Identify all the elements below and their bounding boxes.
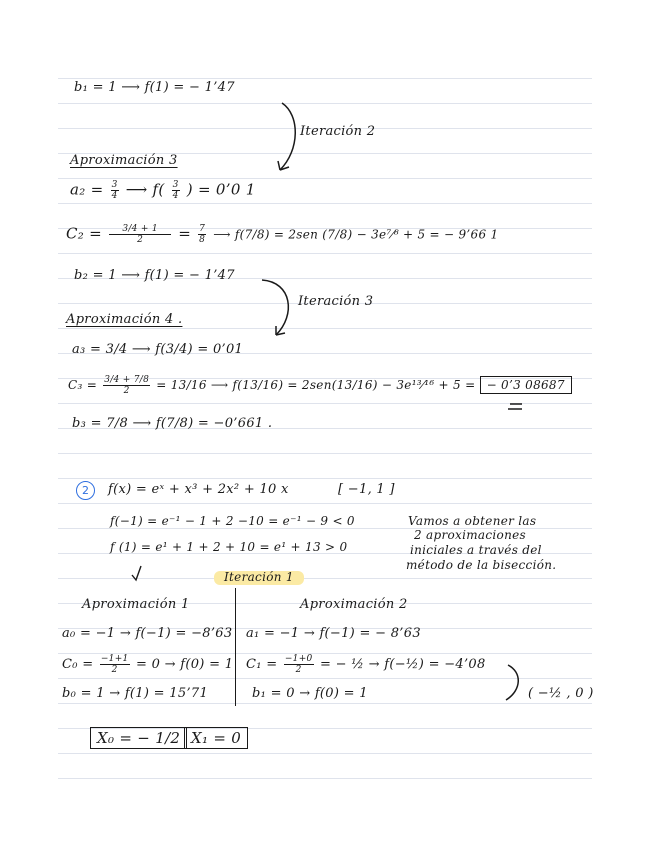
a3-line: a₃ = 3/4 ⟶ f(3/4) = 0’01 (72, 342, 244, 357)
curved-arrow-iter3 (262, 280, 288, 335)
iteration-3-label: Iteración 3 (298, 294, 374, 309)
column-divider (235, 588, 236, 706)
aproximacion-2-heading: Aproximación 2 (300, 597, 408, 612)
x0-box: X₀ = − 1/2 (90, 727, 187, 749)
c1-line: C₁ = $\frac{-1+0}{2}$ = − ½ → f(−½) = −4’08 (246, 654, 486, 675)
brace-right (506, 665, 518, 700)
note-line-3: iniciales a través del (410, 543, 542, 557)
note-line-4: método de la bisección. (406, 558, 557, 572)
a0-line: a₀ = −1 → f(−1) = −8’63 (62, 626, 233, 641)
b0-line: b₀ = 1 → f(1) = 15’71 (62, 686, 209, 701)
c3-line: C₃ = $\frac{3/4 + 7/8}{2}$ = 13/16 ⟶ f(13/16) = 2sen(13/16) − 3e¹³⁄¹⁶ + 5 = − 0’3 08687 (68, 375, 572, 396)
c0-line: C₀ = $\frac{-1+1}{2}$ = 0 → f(0) = 1 (62, 654, 234, 675)
note-line-1: Vamos a obtener las (408, 514, 537, 528)
b2-line: b₂ = 1 ⟶ f(1) = − 1’47 (74, 268, 235, 283)
function-definition: f(x) = eˣ + x³ + 2x² + 10 x (108, 482, 289, 497)
exercise-number-2: 2 (76, 481, 95, 500)
curved-arrow-iter2 (280, 103, 295, 170)
double-underline (508, 404, 522, 409)
aproximacion-1-heading: Aproximación 1 (82, 597, 190, 612)
b1-second-line: b₁ = 0 → f(0) = 1 (252, 686, 368, 701)
interval-label: [ −1, 1 ] (338, 482, 395, 497)
c3-result-box: − 0’3 08687 (480, 376, 572, 394)
a1-line: a₁ = −1 → f(−1) = − 8’63 (246, 626, 421, 641)
aproximacion-3-heading: Aproximación 3 (70, 153, 178, 168)
iteration-2-label: Iteración 2 (300, 124, 376, 139)
result-interval: ( −½ , 0 ) (528, 686, 594, 701)
f-minus-1-line: f(−1) = e⁻¹ − 1 + 2 −10 = e⁻¹ − 9 < 0 (110, 514, 355, 528)
x1-box: X₁ = 0 (184, 727, 248, 749)
b1-line: b₁ = 1 ⟶ f(1) = − 1’47 (74, 80, 235, 95)
iteration-1-label: Iteración 1 (224, 570, 294, 584)
b3-line: b₃ = 7/8 ⟶ f(7/8) = −0’661 . (72, 416, 273, 431)
aproximacion-4-heading: Aproximación 4 . (66, 312, 183, 327)
note-line-2: 2 aproximaciones (414, 528, 526, 542)
a2-line: a₂ = $\frac{3}{4}$ ⟶ f( $\frac{3}{4}$ ) = 0’0 1 (70, 180, 256, 201)
f-plus-1-line: f (1) = e¹ + 1 + 2 + 10 = e¹ + 13 > 0 (110, 540, 348, 554)
c2-line: C₂ = $\frac{3/4 + 1}{2}$ = $\frac{7}{8}$ ⟶ f(7/8) = 2sen (7/8) − 3e⁷⁄⁸ + 5 = − 9’66 1 (66, 224, 499, 245)
